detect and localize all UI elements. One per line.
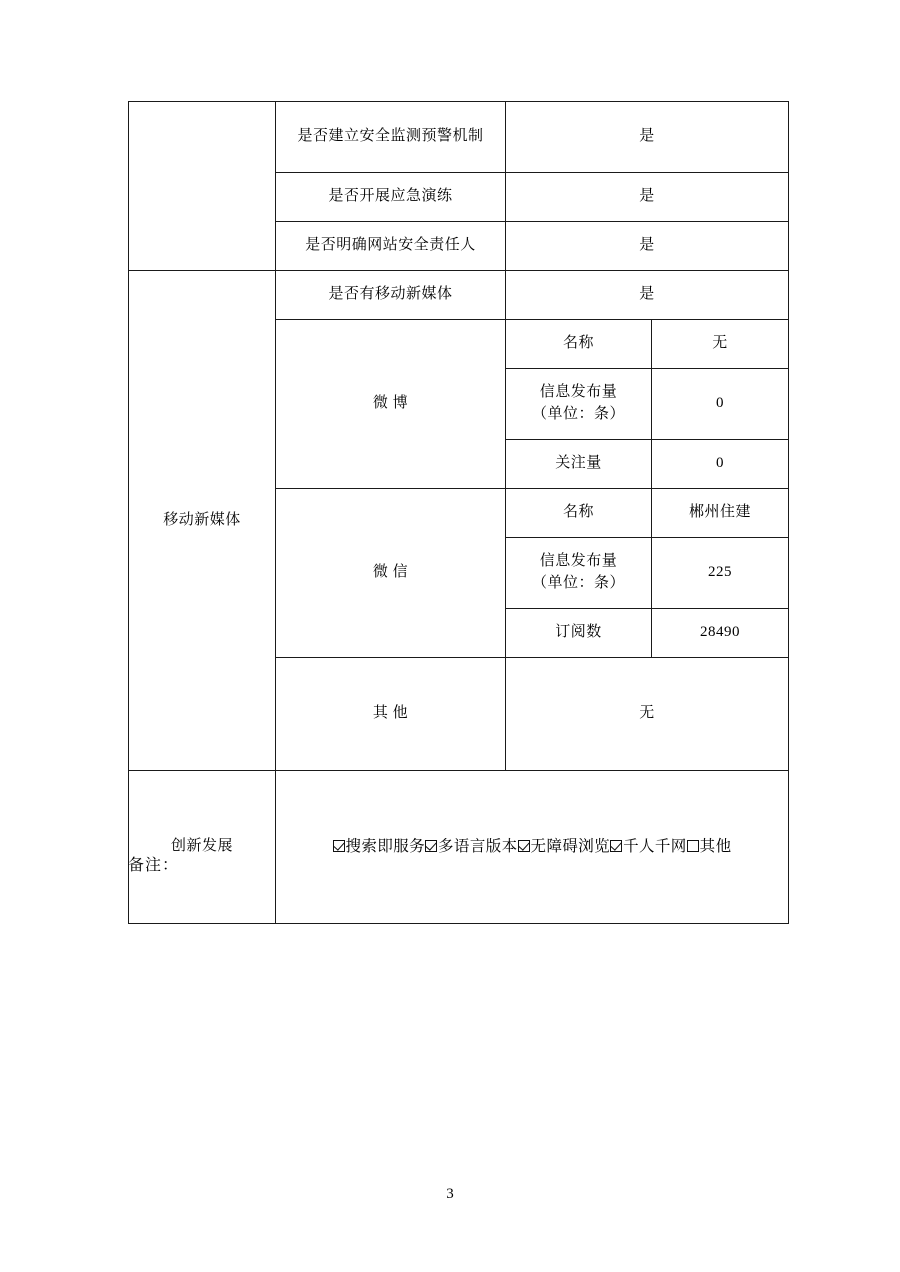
website-report-table [128, 101, 789, 924]
emergency-drill-label: 是否开展应急演练 [276, 173, 506, 222]
checkbox-icon[interactable] [333, 840, 345, 852]
security-section-cell [129, 102, 276, 271]
innovation-options-list [280, 836, 784, 858]
weibo-publish-label-line1: 信息发布量 [539, 384, 618, 401]
innovation-option-other[interactable] [687, 836, 732, 858]
weixin-name-label: 名称 [506, 489, 652, 538]
page-number: 3 [446, 1186, 454, 1202]
weixin-subscribe-label: 订阅数 [506, 609, 652, 658]
table-row [129, 271, 789, 320]
mobile-media-section-label: 移动新媒体 [129, 271, 276, 771]
other-media-label: 其 他 [276, 658, 506, 771]
innovation-option-personalized[interactable] [610, 836, 687, 858]
weibo-name-value: 无 [652, 320, 789, 369]
checkbox-icon[interactable] [610, 840, 622, 852]
security-monitoring-label: 是否建立安全监测预警机制 [276, 102, 506, 173]
innovation-option-accessibility[interactable] [518, 836, 611, 858]
weixin-publish-label [506, 538, 652, 609]
weibo-publish-value: 0 [652, 369, 789, 440]
weixin-publish-label-line2: （单位：条） [531, 575, 625, 591]
weibo-label: 微 博 [276, 320, 506, 489]
emergency-drill-value: 是 [506, 173, 789, 222]
weixin-subscribe-value: 28490 [652, 609, 789, 658]
security-owner-label: 是否明确网站安全责任人 [276, 222, 506, 271]
weixin-label: 微 信 [276, 489, 506, 658]
weibo-name-label: 名称 [506, 320, 652, 369]
weibo-follow-label: 关注量 [506, 440, 652, 489]
innovation-option-label: 千人千网 [623, 837, 687, 855]
security-owner-value: 是 [506, 222, 789, 271]
weibo-publish-label [506, 369, 652, 440]
innovation-option-label: 其他 [699, 837, 732, 855]
weibo-publish-label-line2: （单位：条） [531, 406, 625, 422]
weixin-name-value: 郴州住建 [652, 489, 789, 538]
other-media-value: 无 [506, 658, 789, 771]
innovation-options-cell [276, 771, 789, 924]
checkbox-icon[interactable] [518, 840, 530, 852]
innovation-option-label: 无障碍浏览 [530, 837, 611, 855]
innovation-option-label: 多语言版本 [438, 837, 518, 855]
checkbox-icon[interactable] [425, 840, 437, 852]
innovation-option-search-as-service[interactable] [333, 836, 426, 858]
checkbox-icon[interactable] [687, 840, 699, 852]
has-mobile-media-value: 是 [506, 271, 789, 320]
weixin-publish-label-line1: 信息发布量 [539, 553, 618, 570]
innovation-option-multilingual[interactable] [425, 836, 518, 858]
innovation-option-label: 搜索即服务 [345, 837, 426, 855]
has-mobile-media-label: 是否有移动新媒体 [276, 271, 506, 320]
table-row [129, 102, 789, 173]
weibo-follow-value: 0 [652, 440, 789, 489]
table-row [129, 771, 789, 924]
weixin-publish-value: 225 [652, 538, 789, 609]
security-monitoring-value: 是 [506, 102, 789, 173]
innovation-label: 创新发展 [129, 771, 276, 924]
remark-label: 备注： [128, 857, 180, 874]
